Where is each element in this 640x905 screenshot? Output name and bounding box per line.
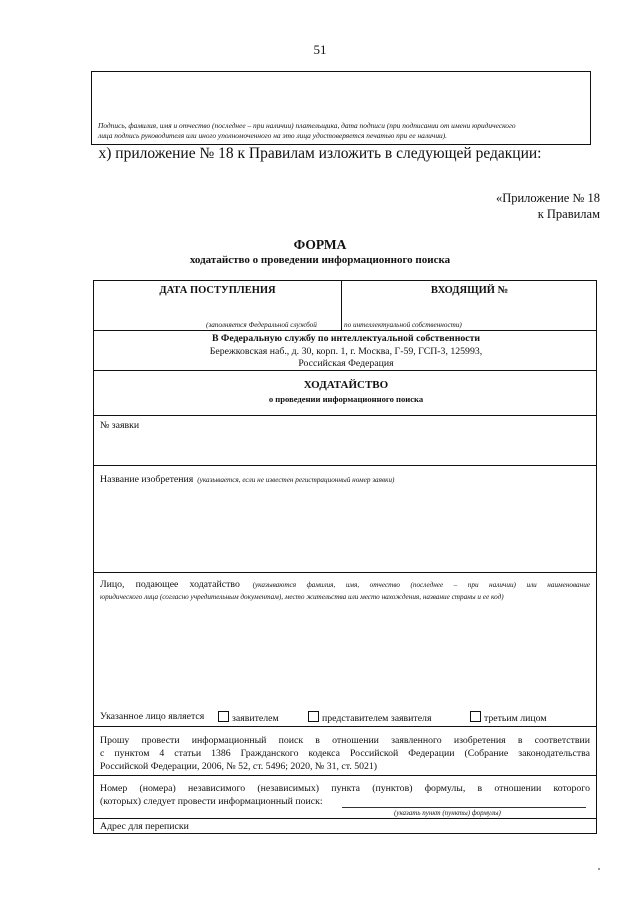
petitioner-note-line1: (указываются фамилия, имя, отчество (последнее – при наличии) или наименование <box>252 581 590 589</box>
form-subtitle: ходатайство о проведении информационного поиска <box>189 254 451 266</box>
address-street: Бережковская наб., д. 30, корп. 1, г. Москва, Г-59, ГСП-3, 125993, <box>209 345 483 357</box>
third-party-checkbox[interactable] <box>470 711 481 722</box>
petitioner-label: Лицо, подающее ходатайство <box>100 579 240 590</box>
signature-note-line2: лица подпись руководителя или иного уполномоченного на это лица удостоверяется печатью при ее наличии). <box>98 131 448 140</box>
scan-speck <box>598 868 600 870</box>
page-number: 51 <box>313 42 327 57</box>
recipient-address <box>94 333 598 371</box>
claims-note: (указать пункт (пункты) формулы) <box>394 809 501 817</box>
independent-claims-field[interactable] <box>100 783 590 809</box>
status-option-third-party[interactable] <box>470 711 547 724</box>
status-label: Указанное лицо является <box>100 711 205 722</box>
fill-note-right: по интеллектуальной собственности) <box>344 321 462 329</box>
correspondence-address-label: Адрес для переписки <box>100 821 189 832</box>
claims-line1: Номер (номера) независимого (независимых) пункта (пунктов) формулы, в отношении которого <box>100 783 590 794</box>
petitioner-note-line2: юридического лица (согласно учредительным документам), место жительства или место нахождения, название страны и ее код) <box>100 593 504 601</box>
fill-note-left: (заполняется Федеральной службой <box>206 321 317 329</box>
petition-title: ХОДАТАЙСТВО <box>303 379 389 391</box>
claims-line2: (которых) следует провести информационный поиск: <box>100 795 323 807</box>
status-option-representative-label: представителем заявителя <box>322 713 432 724</box>
invention-name-label: Название изобретения <box>100 474 194 485</box>
amendment-instruction: х) приложение № 18 к Правилам изложить в следующей редакции: <box>98 145 542 162</box>
petition-subtitle: о проведении информационного поиска <box>268 394 424 404</box>
form-title: ФОРМА <box>293 237 347 252</box>
representative-checkbox[interactable] <box>308 711 319 722</box>
request-line1: Прошу провести информационный поиск в отношении заявленного изобретения в соответствии <box>100 735 590 746</box>
signature-note <box>98 121 584 141</box>
annex-reference <box>400 190 600 222</box>
signature-box <box>91 71 591 145</box>
invention-name-note: (указывается, если не известен регистрационный номер заявки) <box>197 476 395 484</box>
incoming-number-label: ВХОДЯЩИЙ № <box>430 285 509 296</box>
claims-fill-line <box>342 807 586 808</box>
application-number-label: № заявки <box>100 420 140 431</box>
petition-form <box>93 280 597 834</box>
address-country: Российская Федерация <box>298 358 394 369</box>
petitioner-status <box>100 711 590 722</box>
annex-line2: к Правилам <box>537 207 600 221</box>
request-line3: Российской Федерации, 2006, № 52, ст. 5496; 2020, № 31, ст. 5021) <box>100 760 378 772</box>
status-option-representative[interactable] <box>308 711 431 724</box>
recipient-name: В Федеральную службу по интеллектуальной собственности <box>211 333 481 344</box>
status-option-applicant-label: заявителем <box>232 713 279 724</box>
date-received-label: ДАТА ПОСТУПЛЕНИЯ <box>159 285 276 296</box>
search-request <box>100 735 590 773</box>
status-option-third-party-label: третьим лицом <box>484 713 547 724</box>
annex-line1: «Приложение № 18 <box>495 191 600 205</box>
petitioner-field[interactable] <box>100 577 590 603</box>
request-line2: с пунктом 4 статьи 1386 Гражданского кодекса Российской Федерации (Собрание законодательства <box>100 747 590 759</box>
status-option-applicant[interactable] <box>218 711 279 724</box>
invention-name-field[interactable] <box>100 469 394 487</box>
applicant-checkbox[interactable] <box>218 711 229 722</box>
signature-note-line1: Подпись, фамилия, имя и отчество (последнее – при наличии) плательщика, дата подписи (при подписании от имени юридического <box>98 121 516 130</box>
